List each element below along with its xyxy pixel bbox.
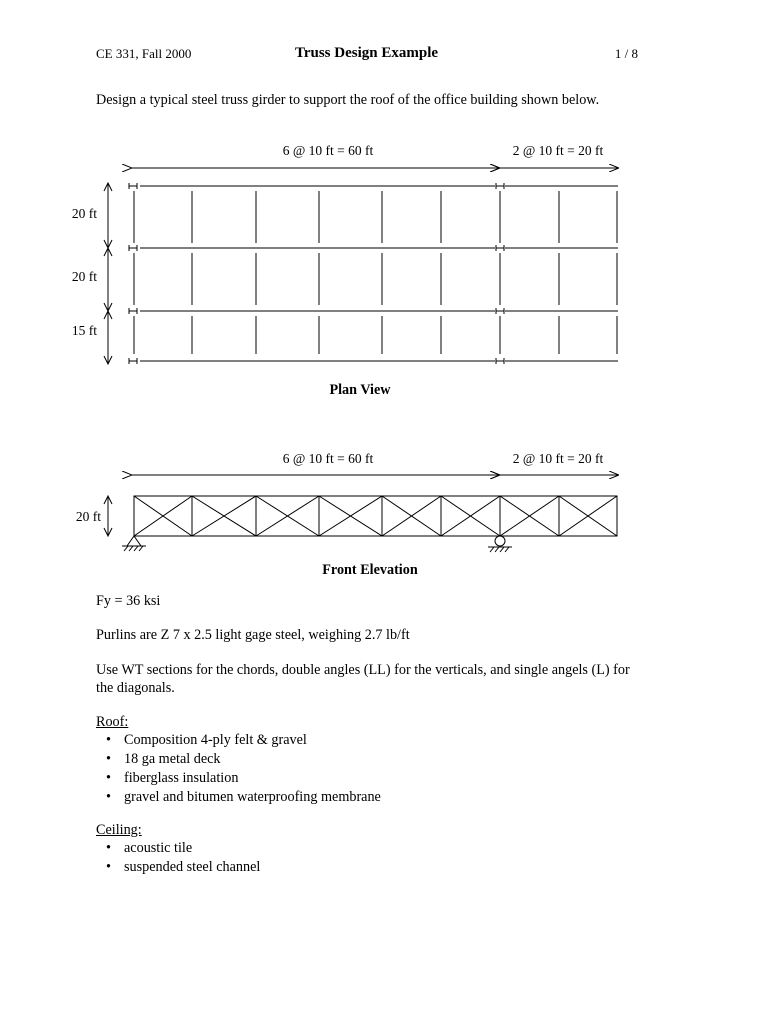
roller-support xyxy=(488,536,512,552)
list-item: • fiberglass insulation xyxy=(106,770,239,786)
ceiling-list xyxy=(106,839,260,877)
page-title: Truss Design Example xyxy=(294,45,439,61)
bullet: • xyxy=(106,732,111,748)
plan-bay-label-1: 20 ft xyxy=(71,206,97,221)
fy-text: Fy = 36 ksi xyxy=(96,593,161,609)
pin-support xyxy=(122,536,146,551)
elevation-height-dimension xyxy=(104,496,112,536)
plan-bay-dimensions xyxy=(104,183,112,364)
plan-bay-label-2: 20 ft xyxy=(71,269,97,284)
plan-bay-label-3: 15 ft xyxy=(71,323,97,338)
sections-text-line2: the diagonals. xyxy=(96,680,175,696)
course-label: CE 331, Fall 2000 xyxy=(96,46,192,61)
roof-list xyxy=(106,731,381,807)
bullet: • xyxy=(106,840,111,856)
page-number: 1 / 8 xyxy=(614,46,638,61)
front-elevation-caption: Front Elevation xyxy=(322,562,418,578)
intro-text: Design a typical steel truss girder to support the roof of the office building shown below. xyxy=(96,92,600,108)
elevation-height-label: 20 ft xyxy=(75,509,101,524)
bullet: • xyxy=(106,859,111,875)
plan-column-markers xyxy=(129,183,504,364)
list-item: • acoustic tile xyxy=(106,840,193,856)
bullet: • xyxy=(106,789,111,805)
list-item: • gravel and bitumen waterproofing membrane xyxy=(106,789,381,805)
elevation-span-right-label: 2 @ 10 ft = 20 ft xyxy=(512,451,604,466)
plan-view-caption: Plan View xyxy=(329,382,391,398)
plan-purlin-lines xyxy=(134,191,617,354)
plan-span-right-label: 2 @ 10 ft = 20 ft xyxy=(512,143,604,158)
purlins-text: Purlins are Z 7 x 2.5 light gage steel, weighing 2.7 lb/ft xyxy=(96,627,410,643)
sections-text-line1: Use WT sections for the chords, double angles (LL) for the verticals, and single angels (L) for xyxy=(96,662,630,678)
plan-girder-lines xyxy=(140,186,618,361)
elevation-span-left-label: 6 @ 10 ft = 60 ft xyxy=(282,451,374,466)
ceiling-heading: Ceiling: xyxy=(96,822,142,838)
list-item: • Composition 4-ply felt & gravel xyxy=(106,732,307,748)
list-item: • 18 ga metal deck xyxy=(106,751,221,767)
plan-span-left-label: 6 @ 10 ft = 60 ft xyxy=(282,143,374,158)
truss-elevation xyxy=(134,496,617,536)
roof-heading: Roof: xyxy=(96,714,129,730)
bullet: • xyxy=(106,751,111,767)
bullet: • xyxy=(106,770,111,786)
list-item: • suspended steel channel xyxy=(106,859,261,875)
